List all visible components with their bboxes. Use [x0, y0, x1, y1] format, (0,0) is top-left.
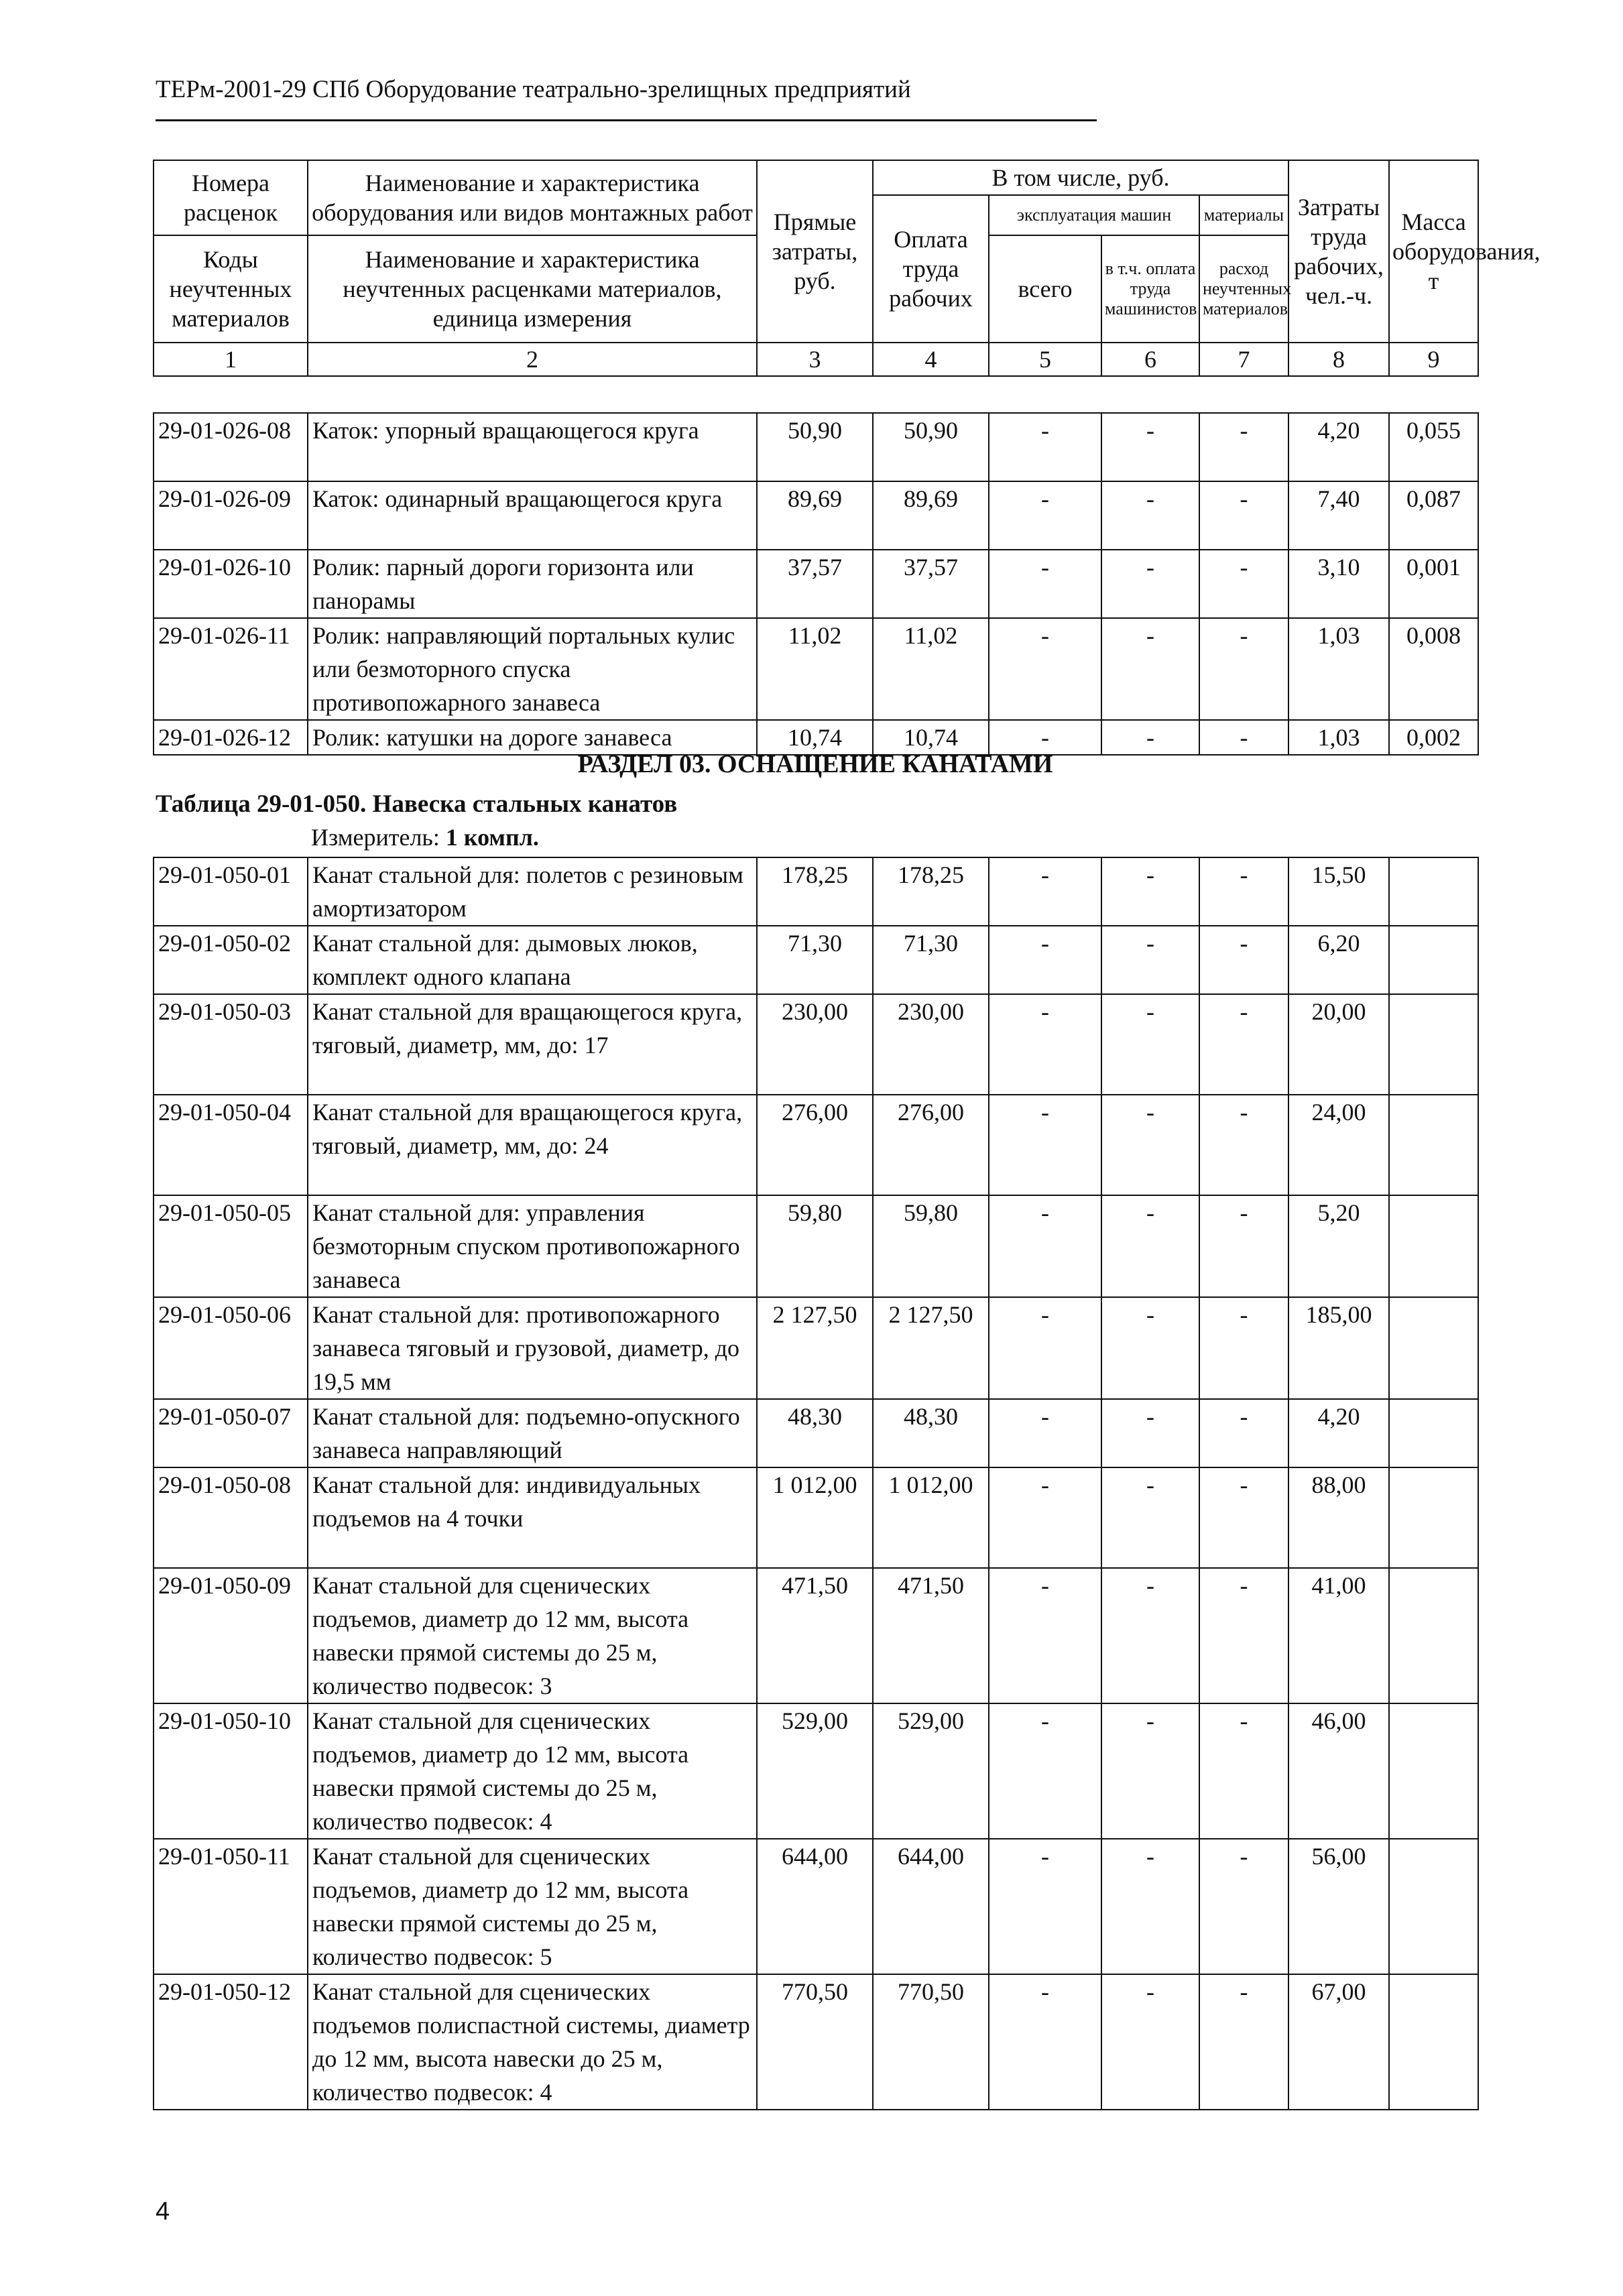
table-header — [153, 160, 1541, 377]
table-row — [154, 1839, 1478, 1974]
row-materials-use: - — [1199, 550, 1288, 618]
section-heading: РАЗДЕЛ 03. ОСНАЩЕНИЕ КАНАТАМИ — [577, 750, 1053, 778]
row-direct-cost: 89,69 — [757, 481, 873, 550]
row-machines-total: - — [989, 994, 1101, 1095]
row-machines-total: - — [989, 550, 1101, 618]
row-name: Канат стальной для вращающегося круга, тяговый, диаметр, мм, до: 24 — [308, 1095, 757, 1195]
row-labor-hours: 15,50 — [1288, 857, 1389, 926]
row-machinist-pay: - — [1101, 1467, 1199, 1568]
row-labor-pay: 71,30 — [873, 926, 989, 994]
row-labor-hours: 4,20 — [1288, 1399, 1389, 1467]
table-row — [154, 1467, 1478, 1568]
row-materials-use: - — [1199, 1839, 1288, 1974]
table-row — [154, 481, 1478, 550]
row-mass — [1389, 1297, 1478, 1399]
row-labor-pay: 2 127,50 — [873, 1297, 989, 1399]
measure-line — [311, 823, 539, 851]
row-code: 29-01-050-12 — [154, 1974, 308, 2110]
row-machinist-pay: - — [1101, 1839, 1199, 1974]
col-hours-header: Затраты труда рабочих, чел.-ч. — [1288, 160, 1389, 343]
col-machines-total-header: всего — [989, 235, 1101, 343]
table-row — [154, 1568, 1478, 1703]
row-labor-pay: 276,00 — [873, 1095, 989, 1195]
row-mass — [1389, 857, 1478, 926]
row-materials-use: - — [1199, 481, 1288, 550]
row-code: 29-01-050-08 — [154, 1467, 308, 1568]
row-machines-total: - — [989, 1297, 1101, 1399]
row-direct-cost: 50,90 — [757, 413, 873, 481]
row-machines-total: - — [989, 1703, 1101, 1839]
row-mass — [1389, 1568, 1478, 1703]
row-labor-hours: 88,00 — [1288, 1467, 1389, 1568]
row-machines-total: - — [989, 1974, 1101, 2110]
row-code: 29-01-050-11 — [154, 1839, 308, 1974]
col-group-header: В том числе, руб. — [873, 160, 1288, 195]
table-caption: Таблица 29-01-050. Навеска стальных канатов — [156, 790, 678, 818]
row-labor-pay: 50,90 — [873, 413, 989, 481]
row-mass: 0,087 — [1389, 481, 1478, 550]
table-row — [154, 857, 1478, 926]
row-machinist-pay: - — [1101, 1095, 1199, 1195]
row-mass: 0,008 — [1389, 618, 1478, 720]
row-direct-cost: 230,00 — [757, 994, 873, 1095]
row-name: Канат стальной для сценических подъемов полиспастной системы, диаметр до 12 мм, высота навески до 25 м, количество подвесок: 4 — [308, 1974, 757, 2110]
row-code: 29-01-050-09 — [154, 1568, 308, 1703]
row-materials-use: - — [1199, 994, 1288, 1095]
row-labor-pay: 11,02 — [873, 618, 989, 720]
col-number: 5 — [989, 343, 1101, 376]
col-labor-header: Оплата труда рабочих — [873, 195, 989, 343]
row-materials-use: - — [1199, 857, 1288, 926]
row-direct-cost: 37,57 — [757, 550, 873, 618]
col-number: 6 — [1101, 343, 1199, 376]
row-machinist-pay: - — [1101, 926, 1199, 994]
row-machines-total: - — [989, 1467, 1101, 1568]
table-row — [154, 1297, 1478, 1399]
col-name-sub-header: Наименование и характеристика неучтенных расценками материалов, единица измерения — [308, 235, 757, 343]
row-machines-total: - — [989, 618, 1101, 720]
row-materials-use: - — [1199, 1095, 1288, 1195]
col-codes-header: Номера расценок — [154, 160, 308, 235]
row-machinist-pay: - — [1101, 1297, 1199, 1399]
row-machinist-pay: - — [1101, 1195, 1199, 1297]
row-mass: 0,055 — [1389, 413, 1478, 481]
row-labor-pay: 471,50 — [873, 1568, 989, 1703]
row-materials-use: - — [1199, 1399, 1288, 1467]
row-labor-hours: 67,00 — [1288, 1974, 1389, 2110]
row-labor-pay: 48,30 — [873, 1399, 989, 1467]
table-row — [154, 1195, 1478, 1297]
row-materials-use: - — [1199, 618, 1288, 720]
row-name: Канат стальной для: индивидуальных подъемов на 4 точки — [308, 1467, 757, 1568]
row-machinist-pay: - — [1101, 994, 1199, 1095]
row-labor-hours: 3,10 — [1288, 550, 1389, 618]
row-direct-cost: 59,80 — [757, 1195, 873, 1297]
row-machinist-pay: - — [1101, 720, 1199, 755]
col-number: 1 — [154, 343, 308, 376]
col-machines-header: эксплуатация машин — [989, 195, 1199, 235]
row-labor-pay: 230,00 — [873, 994, 989, 1095]
header-rule — [156, 119, 1097, 121]
table-row — [154, 926, 1478, 994]
row-mass — [1389, 1095, 1478, 1195]
row-mass — [1389, 926, 1478, 994]
row-code: 29-01-050-10 — [154, 1703, 308, 1839]
table-row — [154, 618, 1478, 720]
row-machines-total: - — [989, 413, 1101, 481]
row-labor-hours: 7,40 — [1288, 481, 1389, 550]
rates-table-section-02 — [153, 412, 1479, 756]
row-materials-use: - — [1199, 720, 1288, 755]
row-mass: 0,001 — [1389, 550, 1478, 618]
row-direct-cost: 644,00 — [757, 1839, 873, 1974]
row-labor-hours: 56,00 — [1288, 1839, 1389, 1974]
row-direct-cost: 276,00 — [757, 1095, 873, 1195]
row-mass: 0,002 — [1389, 720, 1478, 755]
col-number: 3 — [757, 343, 873, 376]
col-number: 8 — [1288, 343, 1389, 376]
measure-label: Измеритель: — [311, 824, 440, 851]
row-name: Ролик: катушки на дороге занавеса — [308, 720, 757, 755]
row-machines-total: - — [989, 857, 1101, 926]
row-labor-hours: 41,00 — [1288, 1568, 1389, 1703]
row-labor-hours: 6,20 — [1288, 926, 1389, 994]
row-machinist-pay: - — [1101, 413, 1199, 481]
row-name: Ролик: направляющий портальных кулис или безмоторного спуска противопожарного занавеса — [308, 618, 757, 720]
measure-value: 1 компл. — [445, 824, 539, 851]
table-row — [154, 994, 1478, 1095]
col-number: 2 — [308, 343, 757, 376]
row-machines-total: - — [989, 1195, 1101, 1297]
row-labor-hours: 4,20 — [1288, 413, 1389, 481]
row-labor-pay: 89,69 — [873, 481, 989, 550]
row-materials-use: - — [1199, 1467, 1288, 1568]
row-code: 29-01-026-08 — [154, 413, 308, 481]
row-direct-cost: 1 012,00 — [757, 1467, 873, 1568]
row-mass — [1389, 1399, 1478, 1467]
row-labor-hours: 185,00 — [1288, 1297, 1389, 1399]
row-code: 29-01-050-02 — [154, 926, 308, 994]
row-machines-total: - — [989, 481, 1101, 550]
table-row — [154, 1095, 1478, 1195]
row-labor-hours: 1,03 — [1288, 618, 1389, 720]
row-machinist-pay: - — [1101, 1399, 1199, 1467]
row-mass — [1389, 1839, 1478, 1974]
row-mass — [1389, 1195, 1478, 1297]
row-machinist-pay: - — [1101, 550, 1199, 618]
row-code: 29-01-026-11 — [154, 618, 308, 720]
row-direct-cost: 178,25 — [757, 857, 873, 926]
row-mass — [1389, 1703, 1478, 1839]
row-name: Канат стальной для: дымовых люков, комплект одного клапана — [308, 926, 757, 994]
row-machinist-pay: - — [1101, 857, 1199, 926]
row-mass — [1389, 994, 1478, 1095]
row-name: Ролик: парный дороги горизонта или панорамы — [308, 550, 757, 618]
table-row — [154, 1399, 1478, 1467]
col-materials-header: материалы — [1199, 195, 1288, 235]
row-labor-hours: 5,20 — [1288, 1195, 1389, 1297]
table-row — [154, 550, 1478, 618]
row-name: Канат стальной для: противопожарного занавеса тяговый и грузовой, диаметр, до 19,5 мм — [308, 1297, 757, 1399]
col-machinist-pay-header: в т.ч. оплата труда машинистов — [1101, 235, 1199, 343]
row-machinist-pay: - — [1101, 1703, 1199, 1839]
row-labor-pay: 529,00 — [873, 1703, 989, 1839]
row-direct-cost: 11,02 — [757, 618, 873, 720]
row-name: Канат стальной для сценических подъемов, диаметр до 12 мм, высота навески прямой системы до 25 м, количество подвесок: 3 — [308, 1568, 757, 1703]
row-name: Канат стальной для вращающегося круга, тяговый, диаметр, мм, до: 17 — [308, 994, 757, 1095]
row-materials-use: - — [1199, 1297, 1288, 1399]
row-code: 29-01-050-06 — [154, 1297, 308, 1399]
row-code: 29-01-050-07 — [154, 1399, 308, 1467]
col-codes-sub-header: Коды неучтенных материалов — [154, 235, 308, 343]
row-name: Канат стальной для: полетов с резиновым амортизатором — [308, 857, 757, 926]
row-name: Канат стальной для: управления безмоторным спуском противопожарного занавеса — [308, 1195, 757, 1297]
row-labor-hours: 1,03 — [1288, 720, 1389, 755]
row-name: Канат стальной для сценических подъемов, диаметр до 12 мм, высота навески прямой системы до 25 м, количество подвесок: 4 — [308, 1703, 757, 1839]
row-machines-total: - — [989, 926, 1101, 994]
col-number: 4 — [873, 343, 989, 376]
row-name: Каток: одинарный вращающегося круга — [308, 481, 757, 550]
row-mass — [1389, 1467, 1478, 1568]
table-row — [154, 413, 1478, 481]
row-mass — [1389, 1974, 1478, 2110]
row-direct-cost: 471,50 — [757, 1568, 873, 1703]
row-direct-cost: 71,30 — [757, 926, 873, 994]
row-labor-pay: 10,74 — [873, 720, 989, 755]
row-name: Каток: упорный вращающегося круга — [308, 413, 757, 481]
row-labor-pay: 37,57 — [873, 550, 989, 618]
row-direct-cost: 48,30 — [757, 1399, 873, 1467]
col-number: 9 — [1389, 343, 1478, 376]
row-name: Канат стальной для: подъемно-опускного занавеса направляющий — [308, 1399, 757, 1467]
page-number: 4 — [156, 2197, 170, 2226]
row-code: 29-01-050-01 — [154, 857, 308, 926]
col-number: 7 — [1199, 343, 1288, 376]
row-machines-total: - — [989, 1095, 1101, 1195]
col-materials-use-header: расход неучтенных материалов — [1199, 235, 1288, 343]
row-materials-use: - — [1199, 1195, 1288, 1297]
row-labor-hours: 46,00 — [1288, 1703, 1389, 1839]
row-materials-use: - — [1199, 1568, 1288, 1703]
row-materials-use: - — [1199, 1703, 1288, 1839]
row-direct-cost: 2 127,50 — [757, 1297, 873, 1399]
row-code: 29-01-050-03 — [154, 994, 308, 1095]
row-labor-pay: 59,80 — [873, 1195, 989, 1297]
col-name-header: Наименование и характеристика оборудования или видов монтажных работ — [308, 160, 757, 235]
table-row — [154, 1974, 1478, 2110]
row-code: 29-01-026-10 — [154, 550, 308, 618]
page-header-title: ТЕРм-2001-29 СПб Оборудование театрально-зрелищных предприятий — [156, 76, 911, 103]
row-code: 29-01-026-12 — [154, 720, 308, 755]
row-direct-cost: 529,00 — [757, 1703, 873, 1839]
row-labor-pay: 770,50 — [873, 1974, 989, 2110]
row-machines-total: - — [989, 1839, 1101, 1974]
row-materials-use: - — [1199, 926, 1288, 994]
row-labor-pay: 1 012,00 — [873, 1467, 989, 1568]
row-code: 29-01-050-04 — [154, 1095, 308, 1195]
row-materials-use: - — [1199, 413, 1288, 481]
row-labor-pay: 644,00 — [873, 1839, 989, 1974]
row-labor-hours: 24,00 — [1288, 1095, 1389, 1195]
row-machines-total: - — [989, 720, 1101, 755]
table-row — [154, 1703, 1478, 1839]
row-code: 29-01-026-09 — [154, 481, 308, 550]
row-machinist-pay: - — [1101, 1568, 1199, 1703]
row-machinist-pay: - — [1101, 618, 1199, 720]
row-name: Канат стальной для сценических подъемов, диаметр до 12 мм, высота навески прямой системы до 25 м, количество подвесок: 5 — [308, 1839, 757, 1974]
col-mass-header: Масса оборудования, т — [1389, 160, 1478, 343]
rates-table-29-01-050 — [153, 857, 1479, 2110]
column-numbers-row — [154, 343, 1478, 376]
row-machines-total: - — [989, 1399, 1101, 1467]
row-direct-cost: 770,50 — [757, 1974, 873, 2110]
row-machinist-pay: - — [1101, 1974, 1199, 2110]
row-machines-total: - — [989, 1568, 1101, 1703]
row-direct-cost: 10,74 — [757, 720, 873, 755]
row-code: 29-01-050-05 — [154, 1195, 308, 1297]
row-materials-use: - — [1199, 1974, 1288, 2110]
row-machinist-pay: - — [1101, 481, 1199, 550]
row-labor-hours: 20,00 — [1288, 994, 1389, 1095]
col-direct-header: Прямые затраты, руб. — [757, 160, 873, 343]
row-labor-pay: 178,25 — [873, 857, 989, 926]
